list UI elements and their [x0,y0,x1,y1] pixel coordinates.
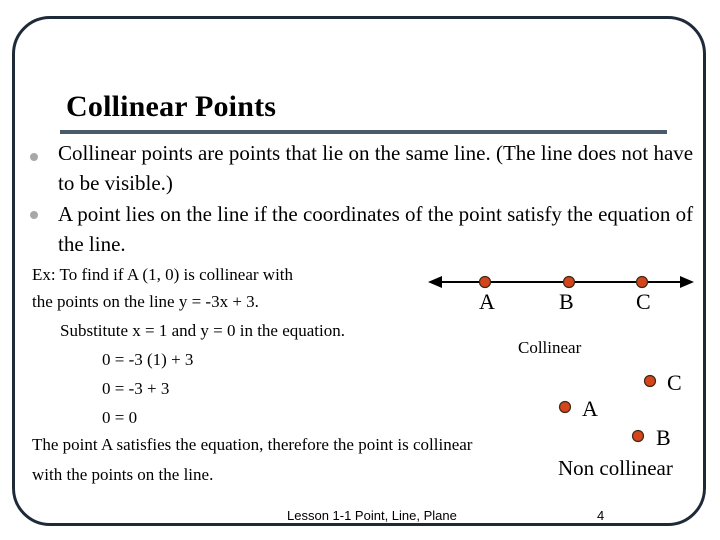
example-line-3: Substitute x = 1 and y = 0 in the equation. [60,321,346,340]
slide-title: Collinear Points [66,90,277,123]
collinear-point-c [637,277,648,288]
noncollinear-point-c [645,376,656,387]
bullet-text-2: A point lies on the line if the coordinates of the point satisfy the equation of the line. [58,202,694,256]
noncollinear-caption: Non collinear [558,456,673,480]
collinear-point-a [480,277,491,288]
example-line-1: Ex: To find if A (1, 0) is collinear with [32,265,294,284]
noncollinear-label-b: B [656,425,671,450]
collinear-point-b [564,277,575,288]
collinear-caption: Collinear [518,338,582,357]
noncollinear-label-a: A [582,396,598,421]
example-line-8: with the points on the line. [32,465,214,484]
footer-lesson: Lesson 1-1 Point, Line, Plane [287,508,457,523]
example-line-5: 0 = -3 + 3 [102,379,170,398]
example-line-2: the points on the line y = -3x + 3. [32,292,259,311]
example-line-6: 0 = 0 [102,408,138,427]
collinear-label-c: C [636,289,651,314]
footer-page-number: 4 [597,508,605,523]
arrowhead-right-icon [680,276,694,288]
collinear-label-b: B [559,289,574,314]
noncollinear-point-b [633,431,644,442]
example-line-4: 0 = -3 (1) + 3 [102,350,194,369]
collinear-label-a: A [479,289,495,314]
noncollinear-label-c: C [667,370,682,395]
arrowhead-left-icon [428,276,442,288]
noncollinear-point-a [560,402,571,413]
example-line-7: The point A satisfies the equation, therefore the point is collinear [32,435,473,454]
bullet-text-1: Collinear points are points that lie on the same line. (The line does not have to be visible.) [58,141,694,195]
